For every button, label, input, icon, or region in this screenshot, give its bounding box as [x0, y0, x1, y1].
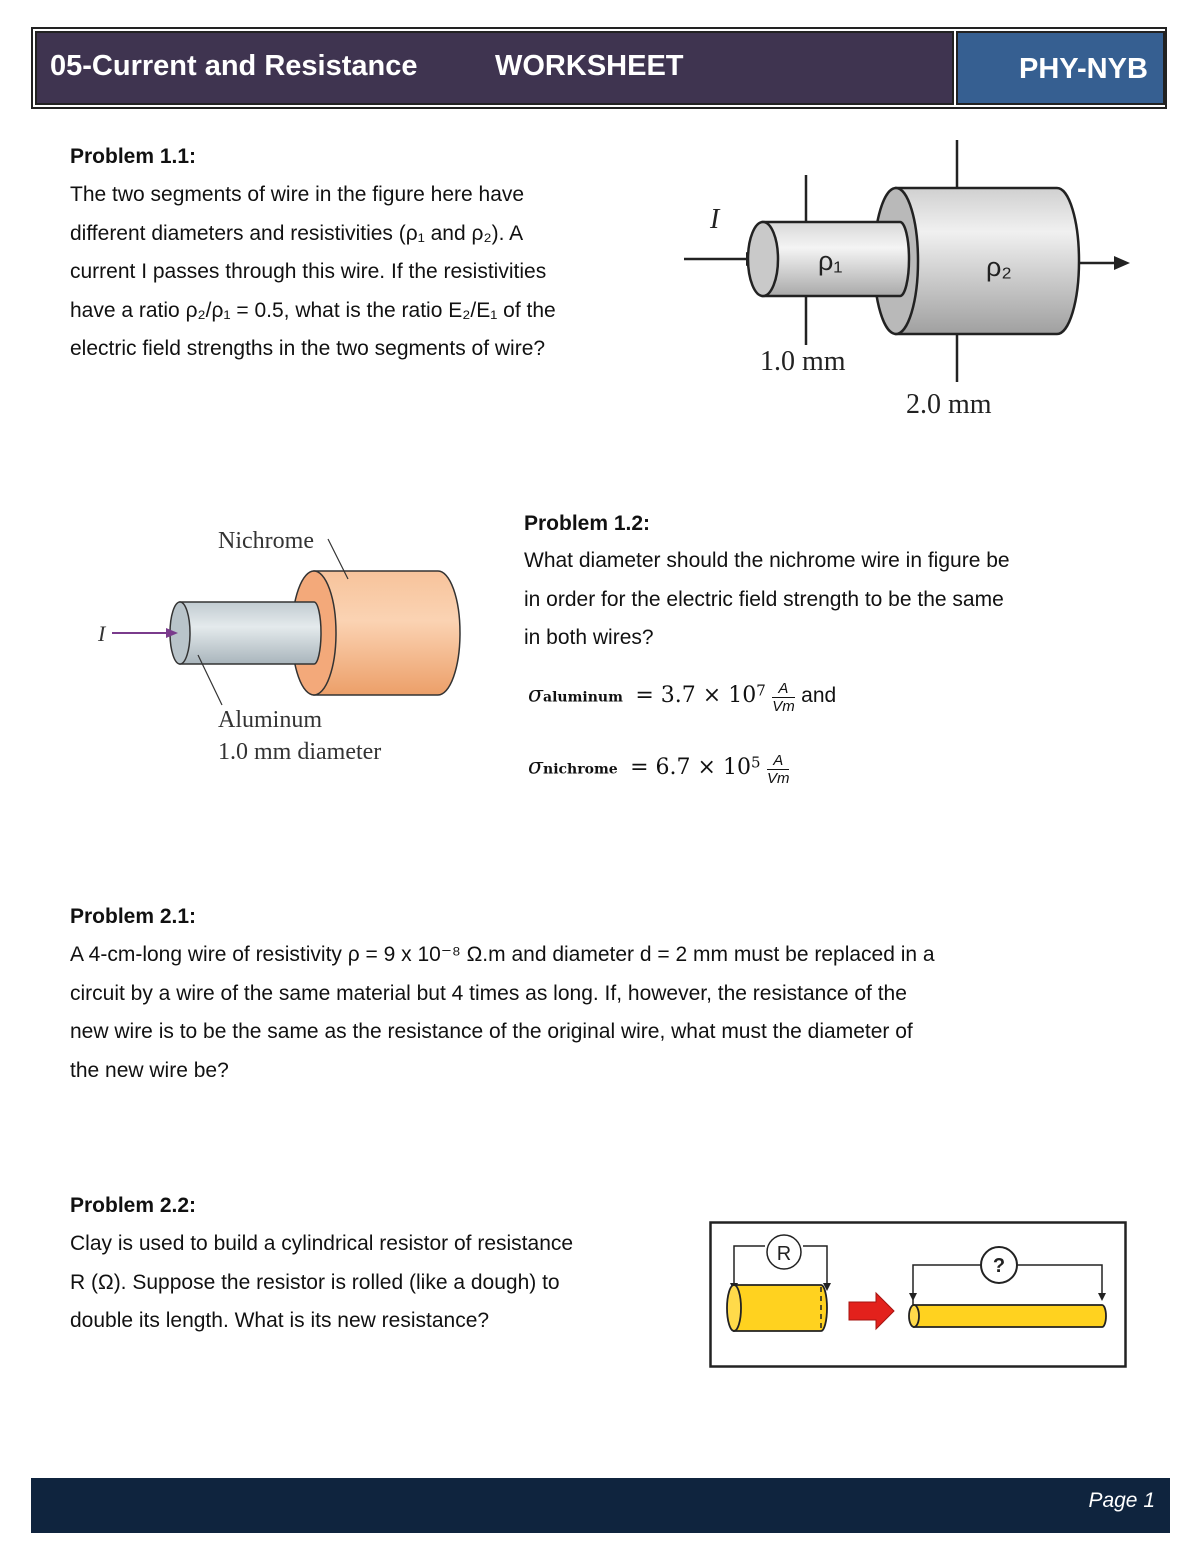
sigma-symbol: σ — [528, 682, 544, 708]
sigma-unit-denominator: Vm — [772, 698, 795, 715]
problem-2-2-line: R (Ω). Suppose the resistor is rolled (like a dough) to — [70, 1270, 560, 1294]
sigma-unit-denominator: Vm — [766, 770, 790, 787]
sigma-subscript: aluminum — [543, 689, 623, 706]
meter-r-label: R — [776, 1243, 792, 1265]
footer-bar — [31, 1478, 1170, 1533]
aluminum-label: Aluminum — [218, 707, 323, 733]
sigma-aluminum-equation — [528, 680, 836, 715]
problem-2-1-line: circuit by a wire of the same material but 4 times as long. If, however, the resistance of the — [70, 981, 907, 1005]
sigma-symbol: σ — [528, 754, 544, 780]
problem-1-1-line: current I passes through this wire. If the resistivities — [70, 260, 547, 283]
sigma-exponent: 7 — [756, 681, 766, 700]
problem-2-1-line: A 4-cm-long wire of resistivity ρ = 9 x 10⁻⁸ Ω.m and diameter d = 2 mm must be replaced in a — [70, 943, 935, 966]
problem-1-2-text — [524, 542, 1010, 658]
aluminum-diameter-label: 1.0 mm diameter — [218, 739, 382, 765]
problem-2-1-line: the new wire be? — [70, 1058, 229, 1082]
figure-rho1-label: ρ₁ — [818, 246, 843, 276]
figure-rho2-label: ρ₂ — [986, 252, 1012, 282]
figure-current-label: I — [710, 204, 720, 235]
problem-1-2-title: Problem 1.2: — [524, 512, 651, 535]
sigma-unit — [767, 752, 790, 787]
problem-1-1-text — [70, 176, 556, 369]
meter-unknown-label: ? — [992, 1255, 1006, 1277]
problem-1-1-line: different diameters and resistivities (ρ₁ and ρ₂). A — [70, 221, 524, 245]
sigma-nichrome-equation — [528, 752, 789, 787]
sigma-value: = 3.7 × 10 — [635, 682, 757, 708]
problem-2-1-text — [70, 936, 935, 1090]
sigma-unit — [772, 680, 795, 715]
header-subtitle: WORKSHEET — [495, 50, 684, 82]
problem-1-2-line: What diameter should the nichrome wire in figure be — [524, 549, 1010, 572]
sigma-value: = 6.7 × 10 — [630, 754, 751, 780]
problem-2-1-line: new wire is to be the same as the resistance of the original wire, what must the diameter of — [70, 1020, 913, 1043]
problem-2-2-text — [70, 1225, 573, 1341]
header-course: PHY-NYB — [1019, 53, 1148, 85]
sigma-subscript: nichrome — [543, 761, 618, 778]
figure-dimension-1: 1.0 mm — [760, 346, 846, 377]
problem-1-1-line: have a ratio ρ₂/ρ₁ = 0.5, what is the ratio E₂/E₁ of the — [70, 298, 556, 322]
clay-resistor-figure — [709, 1221, 1129, 1369]
problem-1-1-line: The two segments of wire in the figure here have — [70, 183, 525, 206]
header-title: 05-Current and Resistance — [50, 50, 418, 82]
nichrome-current-label: I — [98, 621, 106, 646]
two-segment-wire-figure — [670, 130, 1150, 430]
page-number: Page 1 — [1088, 1489, 1155, 1512]
problem-2-1-title: Problem 2.1: — [70, 905, 197, 928]
problem-1-1-line: electric field strengths in the two segments of wire? — [70, 337, 546, 360]
sigma-exponent: 5 — [750, 753, 761, 772]
problem-1-2-line: in order for the electric field strength to be the same — [524, 587, 1004, 611]
sigma-unit-numerator: A — [767, 752, 790, 770]
problem-1-1-title: Problem 1.1: — [70, 145, 197, 168]
problem-2-2-title: Problem 2.2: — [70, 1194, 197, 1217]
problem-2-2-line: double its length. What is its new resistance? — [70, 1309, 490, 1332]
problem-2-2-line: Clay is used to build a cylindrical resistor of resistance — [70, 1232, 574, 1255]
problem-1-2-line: in both wires? — [524, 626, 654, 649]
sigma-connector: and — [801, 683, 837, 707]
nichrome-label: Nichrome — [218, 528, 314, 554]
figure-dimension-2: 2.0 mm — [906, 389, 992, 420]
nichrome-aluminum-figure — [90, 515, 490, 775]
sigma-unit-numerator: A — [772, 680, 795, 698]
